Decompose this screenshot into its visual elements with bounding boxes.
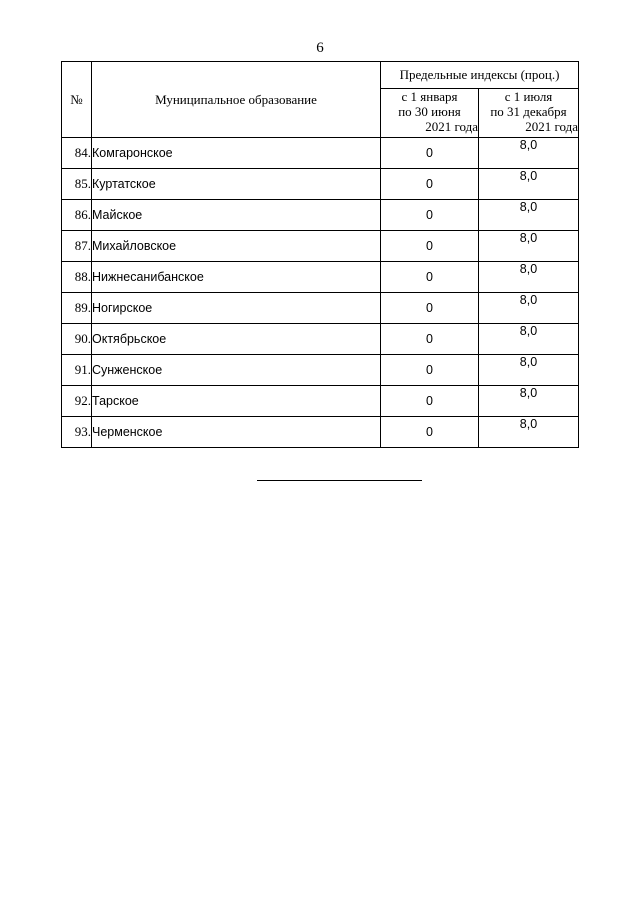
table-body — [62, 138, 579, 448]
table-row — [62, 231, 579, 262]
index-second-half: 8,0 — [479, 293, 579, 324]
index-second-half: 8,0 — [479, 324, 579, 355]
index-second-half: 8,0 — [479, 231, 579, 262]
table-row — [62, 262, 579, 293]
municipality-name: Октябрьское — [92, 324, 381, 355]
period1-line-1: с 1 января — [401, 89, 458, 104]
municipality-name: Куртатское — [92, 169, 381, 200]
index-first-half: 0 — [381, 386, 479, 417]
table-row — [62, 386, 579, 417]
municipality-name: Сунженское — [92, 355, 381, 386]
row-number: 89. — [62, 293, 92, 324]
period2-line-1: с 1 июля — [504, 89, 553, 104]
row-number: 84. — [62, 138, 92, 169]
row-number: 93. — [62, 417, 92, 448]
index-first-half: 0 — [381, 262, 479, 293]
period1-line-2: по 30 июня — [398, 104, 461, 119]
municipality-name: Ногирское — [92, 293, 381, 324]
column-group-header-limit-indices: Предельные индексы (проц.) — [381, 62, 579, 89]
end-of-document-rule — [257, 480, 422, 481]
row-number: 91. — [62, 355, 92, 386]
row-number: 92. — [62, 386, 92, 417]
index-second-half: 8,0 — [479, 138, 579, 169]
row-number: 86. — [62, 200, 92, 231]
table-row — [62, 417, 579, 448]
index-second-half: 8,0 — [479, 169, 579, 200]
table-row — [62, 293, 579, 324]
column-header-second-half — [479, 89, 579, 138]
row-number: 85. — [62, 169, 92, 200]
index-second-half: 8,0 — [479, 417, 579, 448]
index-first-half: 0 — [381, 138, 479, 169]
table-row — [62, 169, 579, 200]
index-first-half: 0 — [381, 200, 479, 231]
column-header-first-half — [381, 89, 479, 138]
table-header — [62, 62, 579, 138]
column-header-municipality: Муниципальное образование — [92, 62, 381, 138]
index-second-half: 8,0 — [479, 200, 579, 231]
index-first-half: 0 — [381, 293, 479, 324]
row-number: 90. — [62, 324, 92, 355]
municipality-name: Комгаронское — [92, 138, 381, 169]
period2-line-3: 2021 года — [525, 119, 578, 134]
index-second-half: 8,0 — [479, 262, 579, 293]
index-first-half: 0 — [381, 417, 479, 448]
period1-line-3: 2021 года — [425, 119, 478, 134]
table-row — [62, 355, 579, 386]
index-first-half: 0 — [381, 355, 479, 386]
municipality-name: Нижнесанибанское — [92, 262, 381, 293]
municipality-name: Михайловское — [92, 231, 381, 262]
table-row — [62, 200, 579, 231]
index-first-half: 0 — [381, 169, 479, 200]
tariff-index-table — [61, 61, 579, 448]
index-first-half: 0 — [381, 324, 479, 355]
municipality-name: Майское — [92, 200, 381, 231]
column-header-number: № — [62, 62, 92, 138]
period2-line-2: по 31 декабря — [490, 104, 567, 119]
table-row — [62, 324, 579, 355]
index-second-half: 8,0 — [479, 355, 579, 386]
municipality-name: Черменское — [92, 417, 381, 448]
row-number: 87. — [62, 231, 92, 262]
index-first-half: 0 — [381, 231, 479, 262]
municipality-name: Тарское — [92, 386, 381, 417]
row-number: 88. — [62, 262, 92, 293]
page-number: 6 — [316, 40, 324, 56]
table-row — [62, 138, 579, 169]
index-second-half: 8,0 — [479, 386, 579, 417]
